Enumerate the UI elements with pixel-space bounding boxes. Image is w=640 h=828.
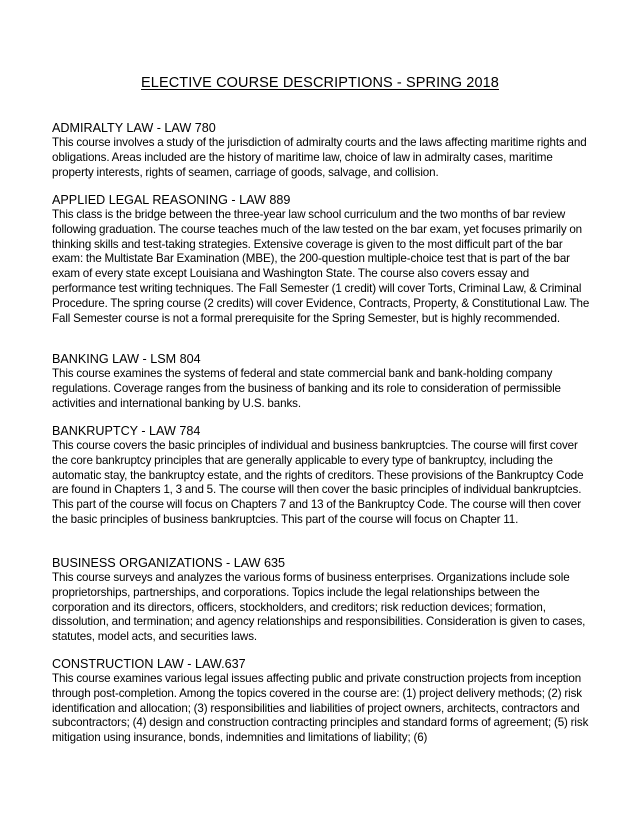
course-heading: APPLIED LEGAL REASONING - LAW 889 (52, 193, 291, 207)
course-heading: ADMIRALTY LAW - LAW 780 (52, 121, 216, 135)
course-description: This course involves a study of the jurisdiction of admiralty courts and the laws affecting maritime rights and obligations. Areas included are the history of maritime law, choice of law in admiralty cases, maritime property interests, rights of seamen, carriage of goods, salvage, and collision. (52, 136, 587, 179)
course-description: This course surveys and analyzes the various forms of business enterprises. Organizations include sole proprietorships, partnerships, and corporations. Topics include the legal relationships between the corporation and its directors, officers, stockholders, and creditors; risk reduction devices; formation, dissolution, and termination; and agency relationships and responsibilities. Consideration is given to cases, statutes, model acts, and securities laws. (52, 571, 586, 644)
course-business-organizations (52, 556, 592, 645)
course-description: This course covers the basic principles of individual and business bankruptcies. The course will first cover the core bankruptcy principles that are generally applicable to every type of bankruptcy, including the automatic stay, the bankruptcy estate, and the rights of creditors. These provisions of the Bankruptcy Code are found in Chapters 1, 3 and 5. The course will then cover the basic principles of individual bankruptcies. This part of the course will focus on Chapters 7 and 13 of the Bankruptcy Code. The course will then cover the basic principles of business bankruptcies. This part of the course will focus on Chapter 11. (52, 439, 584, 526)
course-heading: BUSINESS ORGANIZATIONS - LAW 635 (52, 556, 286, 570)
course-heading: BANKRUPTCY - LAW 784 (52, 424, 201, 438)
course-bankruptcy (52, 424, 592, 528)
course-heading: BANKING LAW - LSM 804 (52, 352, 201, 366)
course-applied-legal-reasoning (52, 193, 592, 326)
course-description: This course examines the systems of federal and state commercial bank and bank-holding company regulations. Coverage ranges from the business of banking and its role to consideration of permissible activities and international banking by U.S. banks. (52, 367, 561, 410)
page-title: ELECTIVE COURSE DESCRIPTIONS - SPRING 2018 (141, 75, 499, 91)
course-heading: CONSTRUCTION LAW - LAW.637 (52, 657, 246, 671)
course-admiralty-law (52, 121, 592, 180)
course-description: This class is the bridge between the three-year law school curriculum and the two months of bar review following graduation. The course teaches much of the law tested on the bar exam, yet focuses primarily on thinking skills and test-taking strategies. Extensive coverage is given to the most difficult part of the bar exam: the Multistate Bar Examination (MBE), the 200-question multiple-choice test that is part of the bar exam of every state except Louisiana and Washington State. The course also covers essay and performance test writing techniques. The Fall Semester (1 credit) will cover Torts, Criminal Law, & Criminal Procedure. The spring course (2 credits) will cover Evidence, Contracts, Property, & Constitutional Law. The Fall Semester course is not a formal prerequisite for the Spring Semester, but is highly recommended. (52, 208, 590, 325)
course-construction-law (52, 657, 592, 746)
course-description: This course examines various legal issues affecting public and private construction projects from inception through post-completion. Among the topics covered in the course are: (1) project delivery methods; (2) risk identification and allocation; (3) responsibilities and liabilities of project owners, architects, contractors and subcontractors; (4) design and construction contracting principles and standard forms of agreement; (5) risk mitigation using insurance, bonds, indemnities and limitations of liability; (6) (52, 672, 589, 745)
course-banking-law (52, 352, 592, 411)
